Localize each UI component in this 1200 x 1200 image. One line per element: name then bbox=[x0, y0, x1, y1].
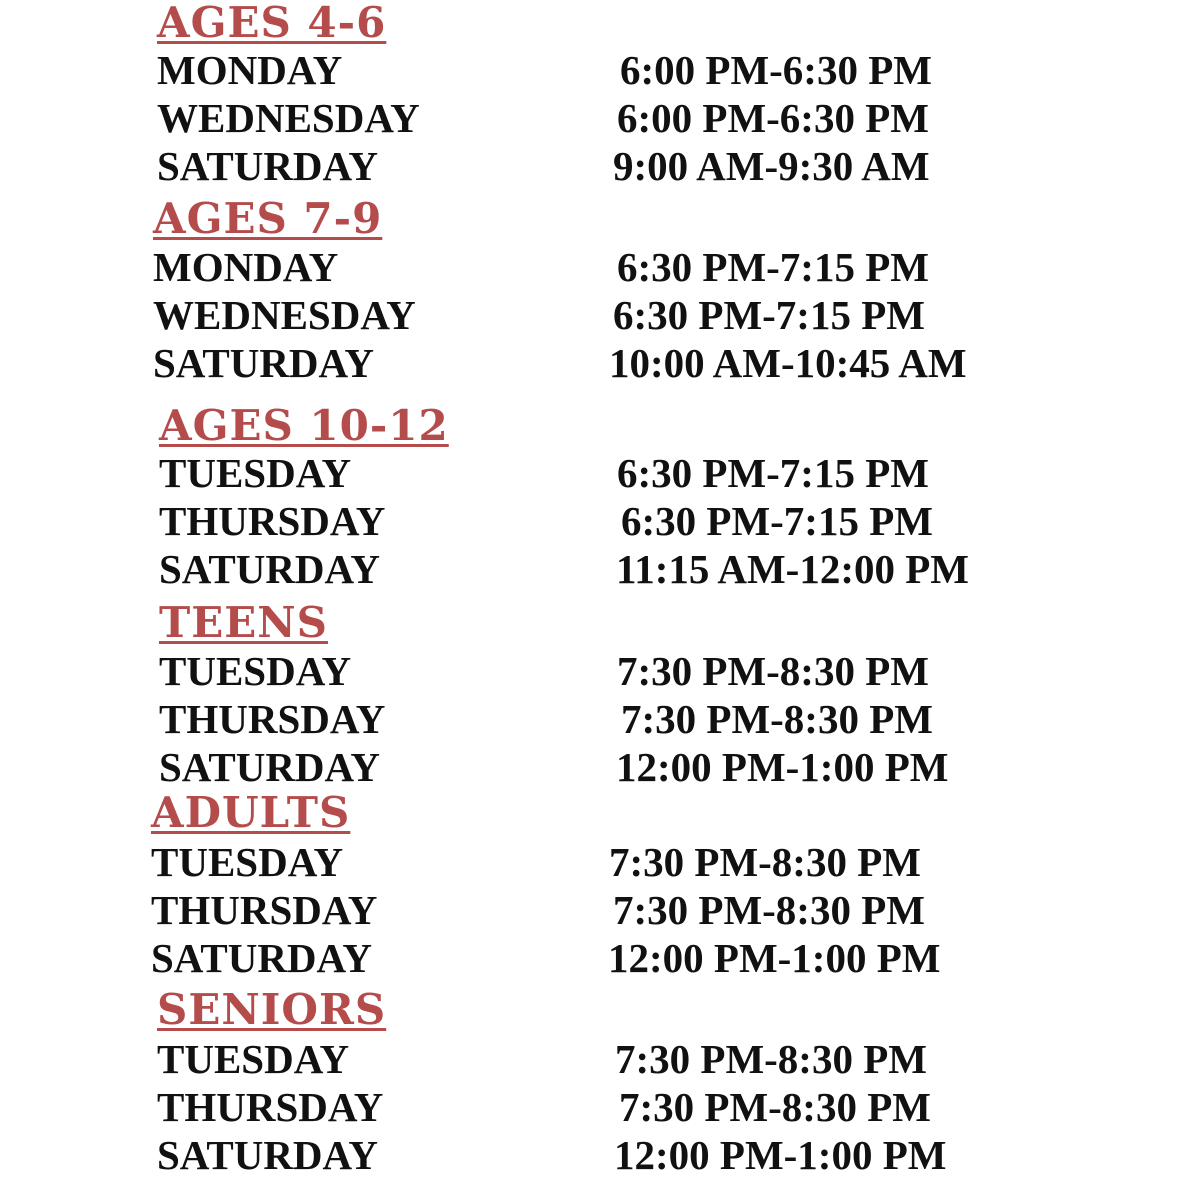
time-range: 12:00 PM-1:00 PM bbox=[614, 1132, 947, 1178]
schedule-row bbox=[0, 1083, 1200, 1131]
time-range: 6:00 PM-6:30 PM bbox=[617, 95, 929, 141]
time-range: 6:30 PM-7:15 PM bbox=[617, 244, 929, 290]
schedule-row bbox=[0, 1035, 1200, 1083]
day-label: SATURDAY bbox=[151, 935, 372, 981]
schedule-row bbox=[0, 243, 1200, 291]
schedule-row bbox=[0, 497, 1200, 545]
section-heading: ADULTS bbox=[151, 788, 351, 837]
schedule-row bbox=[0, 339, 1200, 387]
day-label: MONDAY bbox=[157, 47, 343, 93]
section-heading: AGES 7-9 bbox=[153, 194, 383, 243]
time-range: 6:30 PM-7:15 PM bbox=[613, 292, 925, 338]
day-label: SATURDAY bbox=[159, 744, 380, 790]
day-label: SATURDAY bbox=[157, 1132, 378, 1178]
time-range: 12:00 PM-1:00 PM bbox=[608, 935, 941, 981]
section-heading: AGES 4-6 bbox=[157, 0, 387, 47]
day-label: THURSDAY bbox=[159, 498, 386, 544]
schedule-row bbox=[0, 545, 1200, 593]
day-label: THURSDAY bbox=[151, 887, 378, 933]
time-range: 7:30 PM-8:30 PM bbox=[621, 696, 933, 742]
schedule-row bbox=[0, 291, 1200, 339]
day-label: SATURDAY bbox=[159, 546, 380, 592]
schedule-row bbox=[0, 647, 1200, 695]
time-range: 9:00 AM-9:30 AM bbox=[613, 143, 930, 189]
section-heading: AGES 10-12 bbox=[159, 401, 449, 450]
schedule-row bbox=[0, 46, 1200, 94]
time-range: 7:30 PM-8:30 PM bbox=[613, 887, 925, 933]
section-heading: SENIORS bbox=[157, 985, 387, 1034]
time-range: 10:00 AM-10:45 AM bbox=[609, 340, 967, 386]
section-heading: TEENS bbox=[159, 598, 329, 647]
day-label: TUESDAY bbox=[151, 839, 344, 885]
day-label: MONDAY bbox=[153, 244, 339, 290]
schedule-row bbox=[0, 1131, 1200, 1179]
schedule-row bbox=[0, 934, 1200, 982]
time-range: 7:30 PM-8:30 PM bbox=[615, 1036, 927, 1082]
schedule-row bbox=[0, 449, 1200, 497]
time-range: 6:30 PM-7:15 PM bbox=[617, 450, 929, 496]
day-label: TUESDAY bbox=[157, 1036, 350, 1082]
schedule-row bbox=[0, 94, 1200, 142]
day-label: SATURDAY bbox=[157, 143, 378, 189]
day-label: SATURDAY bbox=[153, 340, 374, 386]
day-label: THURSDAY bbox=[157, 1084, 384, 1130]
schedule-row bbox=[0, 838, 1200, 886]
time-range: 12:00 PM-1:00 PM bbox=[616, 744, 949, 790]
time-range: 7:30 PM-8:30 PM bbox=[609, 839, 921, 885]
day-label: WEDNESDAY bbox=[153, 292, 416, 338]
time-range: 6:00 PM-6:30 PM bbox=[620, 47, 932, 93]
schedule-row bbox=[0, 695, 1200, 743]
day-label: TUESDAY bbox=[159, 648, 352, 694]
schedule-row bbox=[0, 743, 1200, 791]
day-label: TUESDAY bbox=[159, 450, 352, 496]
time-range: 11:15 AM-12:00 PM bbox=[616, 546, 969, 592]
schedule-row bbox=[0, 142, 1200, 190]
time-range: 7:30 PM-8:30 PM bbox=[619, 1084, 931, 1130]
day-label: THURSDAY bbox=[159, 696, 386, 742]
schedule-row bbox=[0, 886, 1200, 934]
time-range: 7:30 PM-8:30 PM bbox=[617, 648, 929, 694]
time-range: 6:30 PM-7:15 PM bbox=[621, 498, 933, 544]
day-label: WEDNESDAY bbox=[157, 95, 420, 141]
